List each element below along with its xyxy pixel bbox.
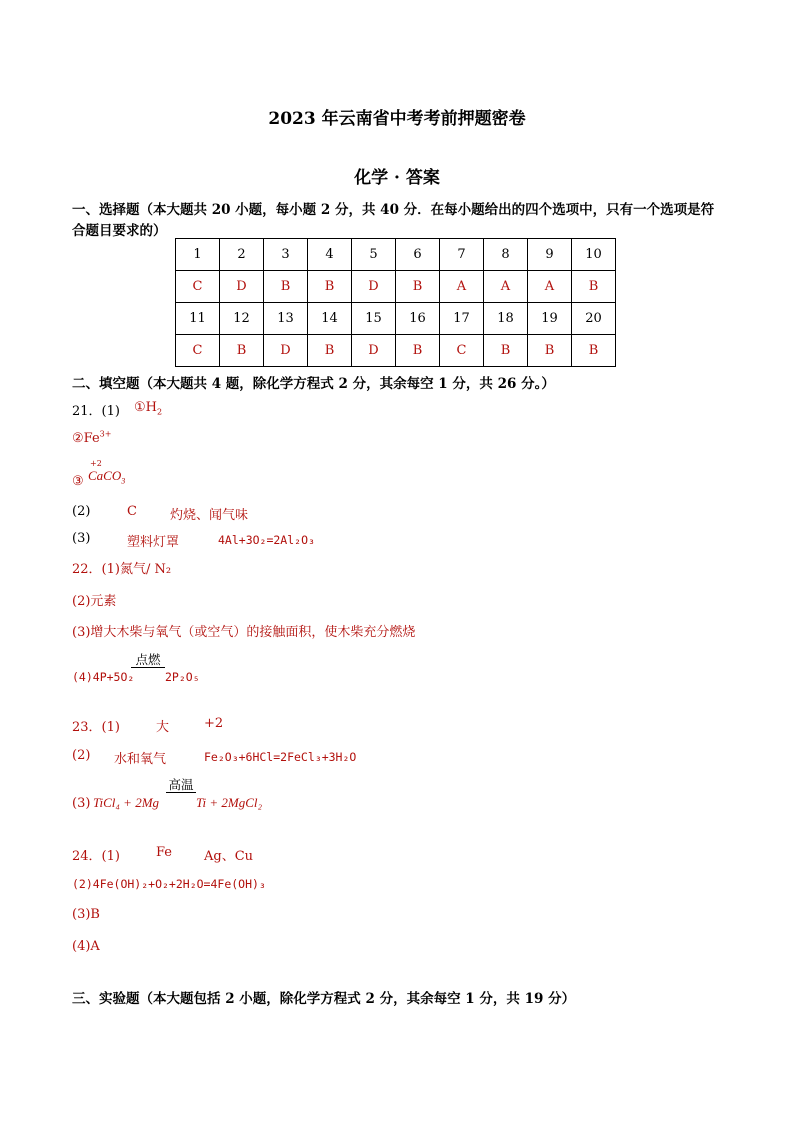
question-number: 17 — [440, 303, 484, 335]
q24-part1-answer-b: Ag、Cu — [204, 849, 254, 864]
question-number: 18 — [484, 303, 528, 335]
q23-label: 23．(1) — [72, 720, 120, 735]
question-number: 10 — [572, 239, 616, 271]
q23-part1-answer-b: +2 — [204, 716, 224, 731]
question-number: 5 — [352, 239, 396, 271]
q22-part1: 22．(1)氮气/ N₂ — [72, 562, 172, 577]
answer-cell: B — [396, 335, 440, 367]
q21-answer-3-marker: ③ — [72, 474, 84, 489]
question-number: 16 — [396, 303, 440, 335]
question-number: 9 — [528, 239, 572, 271]
question-number: 8 — [484, 239, 528, 271]
q23-part3-label: (3) — [72, 796, 91, 811]
answer-cell: B — [484, 335, 528, 367]
section1-heading-line2: 合题目要求的） — [72, 223, 167, 239]
q22-part2: (2)元素 — [72, 594, 117, 609]
q21-part3-equation: 4Al+3O₂=2Al₂O₃ — [218, 533, 315, 547]
section3-heading: 三、实验题（本大题包括 2 小题，除化学方程式 2 分，其余每空 1 分，共 19 分） — [72, 991, 576, 1007]
question-number: 13 — [264, 303, 308, 335]
question-number: 11 — [176, 303, 220, 335]
q21-answer-1: $①H_2$ — [134, 400, 163, 417]
answer-cell: B — [396, 271, 440, 303]
q22-condition-text: 点燃 — [135, 652, 161, 667]
q23-condition-text: 高温 — [168, 777, 194, 792]
answer-cell: A — [484, 271, 528, 303]
q22-reaction-condition — [131, 653, 165, 668]
q21-answer-3-formula: CaCO$_3$ — [88, 468, 126, 486]
answer-cell: C — [440, 335, 484, 367]
q23-part2-answer-a: 水和氧气 — [114, 752, 167, 767]
q24-part3: (3)B — [72, 907, 100, 922]
q21-part2-label: (2) — [72, 504, 91, 519]
question-number: 2 — [220, 239, 264, 271]
q24-part1-answer-a: Fe — [156, 845, 173, 860]
question-number: 4 — [308, 239, 352, 271]
question-number: 19 — [528, 303, 572, 335]
answer-cell: B — [264, 271, 308, 303]
q21-label: 21．(1) — [72, 404, 120, 419]
answer-cell: B — [572, 335, 616, 367]
q23-part2-equation: Fe₂O₃+6HCl=2FeCl₃+3H₂O — [204, 750, 357, 764]
q23-part2-label: (2) — [72, 748, 91, 763]
answer-cell: B — [528, 335, 572, 367]
q22-part4-left: (4)4P+5O₂ — [72, 670, 135, 684]
question-number: 1 — [176, 239, 220, 271]
question-number: 7 — [440, 239, 484, 271]
question-number: 6 — [396, 239, 440, 271]
table-row — [176, 271, 616, 303]
answer-cell: A — [440, 271, 484, 303]
answer-cell: B — [572, 271, 616, 303]
answer-cell: D — [352, 271, 396, 303]
q21-part2-answer-a: C — [127, 504, 137, 519]
question-number: 15 — [352, 303, 396, 335]
page-subtitle: 化学 · 答案 — [354, 168, 440, 188]
q22-part3: (3)增大木柴与氧气（或空气）的接触面积，使木柴充分燃烧 — [72, 625, 416, 640]
answer-cell: B — [220, 335, 264, 367]
q21-answer-2: $②Fe^{3+}$ — [72, 429, 112, 446]
table-row — [176, 335, 616, 367]
q23-reaction-condition — [166, 778, 196, 793]
q22-part4-right: 2P₂O₅ — [165, 670, 200, 684]
q24-label: 24．(1) — [72, 849, 120, 864]
q21-valence-mark: +2 — [90, 459, 102, 468]
q21-part3-label: (3) — [72, 531, 91, 546]
answer-cell: A — [528, 271, 572, 303]
question-number: 14 — [308, 303, 352, 335]
table-row — [176, 303, 616, 335]
q21-part2-answer-b: 灼烧、闻气味 — [170, 508, 249, 523]
answer-cell: C — [176, 271, 220, 303]
answer-table — [175, 238, 616, 367]
answer-cell: C — [176, 335, 220, 367]
q24-part2: (2)4Fe(OH)₂+O₂+2H₂O=4Fe(OH)₃ — [72, 877, 266, 891]
q23-condition-bar — [166, 792, 196, 793]
answer-cell: B — [308, 271, 352, 303]
question-number: 3 — [264, 239, 308, 271]
question-number: 12 — [220, 303, 264, 335]
q22-condition-bar — [131, 667, 165, 668]
section1-heading-line1: 一、选择题（本大题共 20 小题，每小题 2 分，共 40 分．在每小题给出的四个选项中，只有一个选项是符 — [72, 202, 715, 218]
page-title: 2023 年云南省中考考前押题密卷 — [268, 109, 526, 129]
q24-part4: (4)A — [72, 939, 100, 954]
section2-heading: 二、填空题（本大题共 4 题，除化学方程式 2 分，其余每空 1 分，共 26 分。） — [72, 376, 555, 392]
question-number: 20 — [572, 303, 616, 335]
answer-cell: D — [352, 335, 396, 367]
answer-cell: B — [308, 335, 352, 367]
q21-part3-answer-a: 塑料灯罩 — [127, 535, 180, 550]
q23-part3-left: TiCl₄ + 2Mg — [93, 795, 160, 810]
q23-part1-answer-a: 大 — [156, 720, 170, 735]
answer-cell: D — [220, 271, 264, 303]
table-row — [176, 239, 616, 271]
q23-part3-right: Ti + 2MgCl₂ — [196, 795, 263, 810]
answer-cell: D — [264, 335, 308, 367]
